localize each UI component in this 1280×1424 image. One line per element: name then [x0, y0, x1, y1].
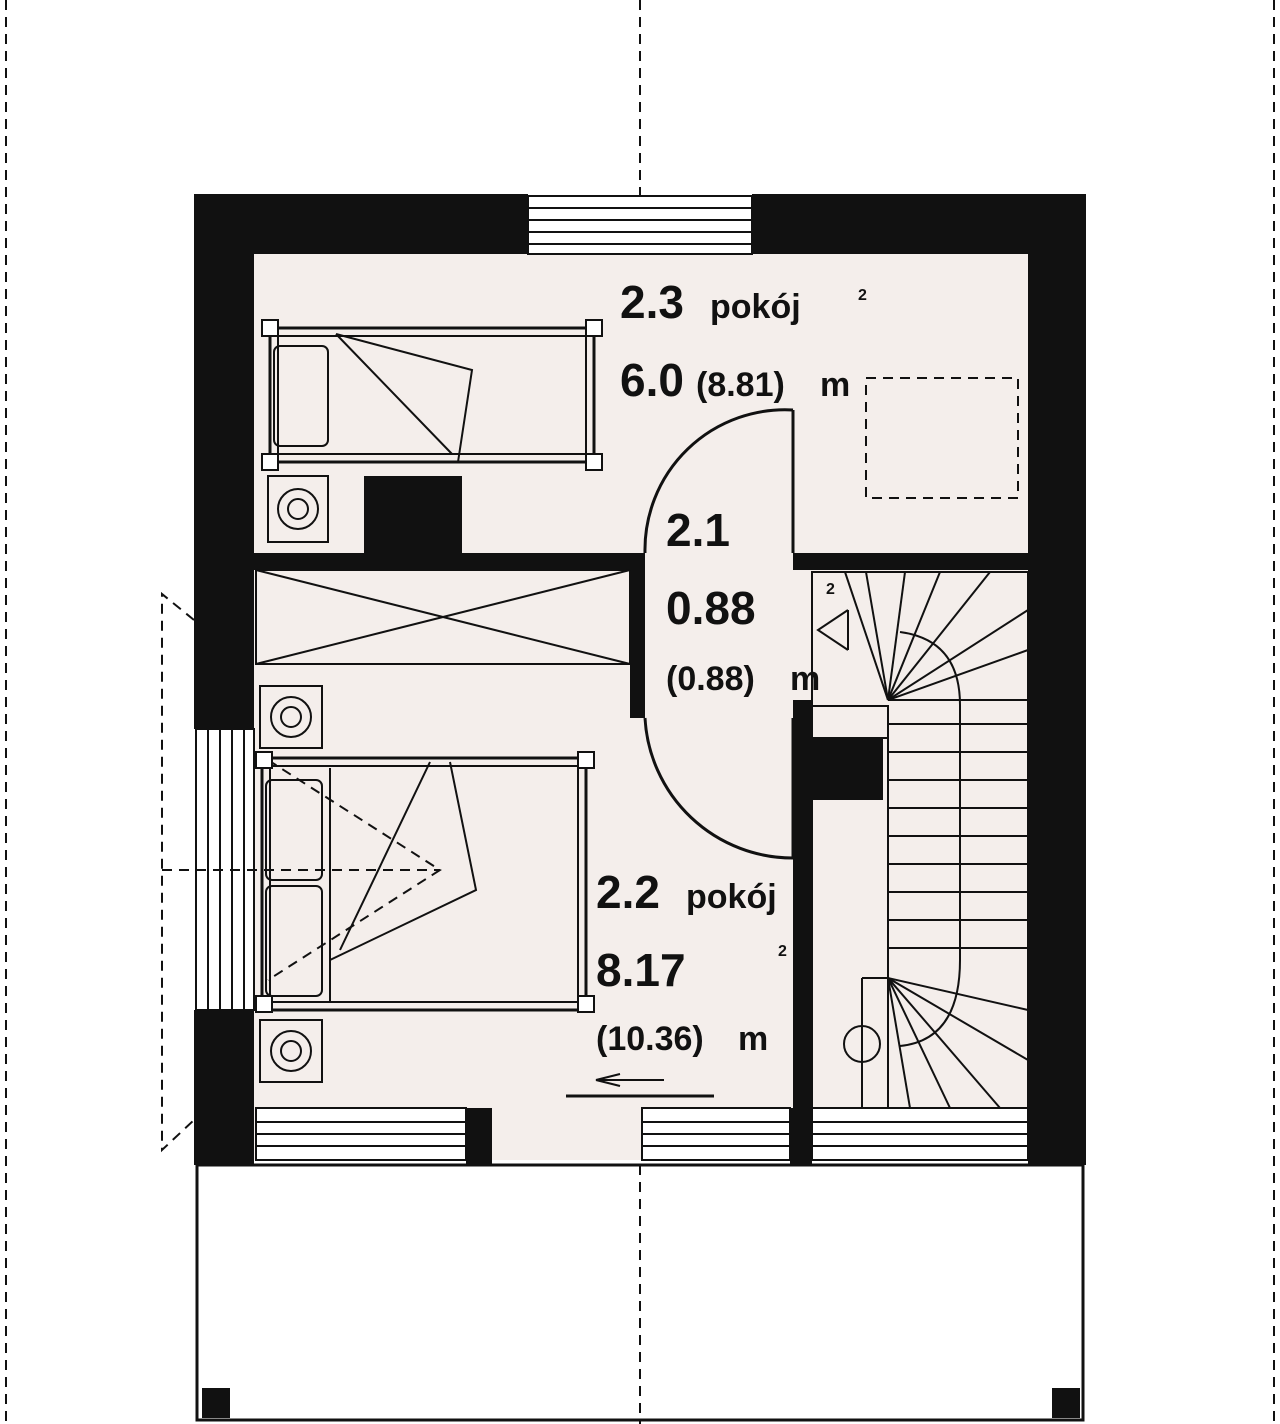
room-2-2-number: 2.2 — [596, 866, 660, 918]
room-2-2-unit: m — [738, 1020, 769, 1058]
window-icon — [642, 1108, 790, 1160]
room-2-1-unit: m — [790, 660, 821, 698]
room-2-2-area-superscript: 2 — [778, 943, 787, 960]
window-icon — [812, 1108, 1028, 1160]
room-2-2-name: pokój — [686, 878, 777, 916]
room-2-3-area-total: (8.81) — [696, 366, 785, 404]
room-2-1-number: 2.1 — [666, 504, 730, 556]
room-2-2-area: 8.17 — [596, 944, 686, 996]
room-2-3-area: 6.0 — [620, 354, 684, 406]
room-2-1-area: 0.88 — [666, 582, 756, 634]
stairs-label: 2 — [826, 581, 835, 598]
room-2-3-unit: m — [820, 366, 851, 404]
room-2-3-area-superscript: 2 — [858, 287, 867, 304]
room-2-2-area-total: (10.36) — [596, 1020, 704, 1058]
window-icon — [528, 196, 752, 254]
room-2-3-number: 2.3 — [620, 276, 684, 328]
room-2-1-area-total: (0.88) — [666, 660, 755, 698]
room-2-3-name: pokój — [710, 288, 801, 326]
window-icon — [256, 1108, 466, 1160]
